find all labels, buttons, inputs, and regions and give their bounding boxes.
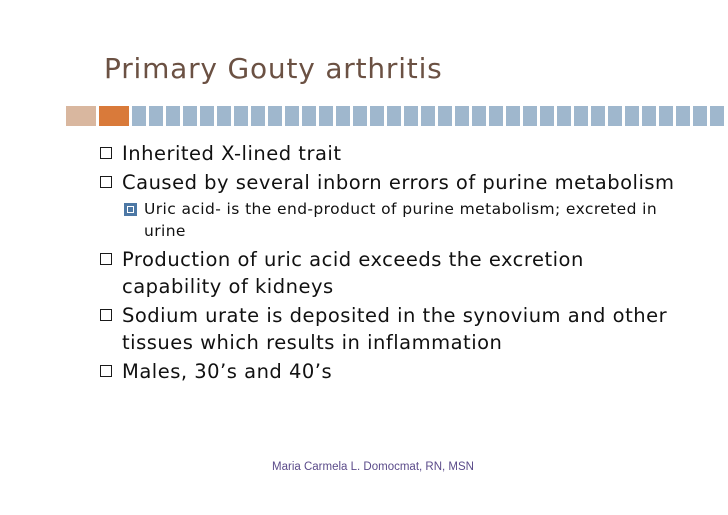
- square-bullet-icon: [100, 147, 112, 159]
- divider-accent-segment: [99, 106, 129, 126]
- square-bullet-icon: [100, 365, 112, 377]
- bullet-item: [102, 246, 682, 300]
- square-bullet-icon: [100, 253, 112, 265]
- bullet-text: Inherited X-lined trait: [122, 142, 342, 165]
- bullet-list: [102, 140, 682, 387]
- slide-footer: Maria Carmela L. Domocmat, RN, MSN: [272, 461, 474, 473]
- bullet-text: Caused by several inborn errors of purine metabolism: [122, 171, 675, 194]
- square-bullet-icon: [100, 309, 112, 321]
- bullet-text: Males, 30’s and 40’s: [122, 360, 333, 383]
- divider-segments: [132, 106, 724, 126]
- divider-segment: [66, 106, 96, 126]
- sub-bullet-item: [102, 198, 682, 242]
- filled-square-bullet-icon: [124, 203, 137, 216]
- bullet-text: Sodium urate is deposited in the synovium and other tissues which results in inflammation: [122, 304, 668, 354]
- sub-bullet-text: Uric acid- is the end-product of purine metabolism; excreted in urine: [144, 200, 658, 240]
- square-bullet-icon: [100, 176, 112, 188]
- slide-title: Primary Gouty arthritis: [104, 52, 443, 85]
- title-divider-bar: [66, 106, 706, 126]
- bullet-item: [102, 358, 682, 385]
- bullet-text: Production of uric acid exceeds the excretion capability of kidneys: [122, 248, 584, 298]
- bullet-item: [102, 302, 682, 356]
- bullet-item: [102, 169, 682, 196]
- bullet-item: [102, 140, 682, 167]
